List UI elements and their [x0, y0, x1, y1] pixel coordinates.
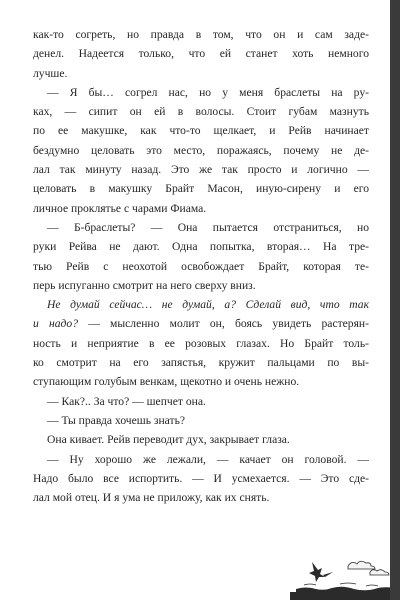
- text-line: личное проклятье с чарами Фиама.: [33, 201, 207, 215]
- text-line: — Ты правда хочешь знать?: [47, 413, 186, 427]
- text-line: — Б-браслеты? — Она пытается отстраниться, но: [47, 220, 369, 234]
- text-line: как-то согреть, но правда в том, что он и сам заде-: [33, 28, 369, 41]
- text-line: тью Рейв с неохотой освобождает Брайт, которая те-: [33, 259, 369, 273]
- text-line: лал мой отец. И я ума не приложу, как их снять.: [33, 491, 270, 505]
- italic-fragment: и надо?: [33, 317, 79, 331]
- text-line: Надо было все испортить. — И усмехается. — Это сде-: [33, 471, 369, 485]
- text-line: руки Рейва не дают. Одна попытка, вторая… На тре-: [33, 240, 369, 254]
- text-line: ность и неприятие в ее розовых глазах. Но Брайт толь-: [33, 336, 369, 350]
- text-line: лучше.: [33, 66, 68, 80]
- text-line: — Как?.. За что? — шепчет она.: [47, 394, 206, 408]
- text-line: целовать в макушку Брайт Масон, иную-сирену и его: [33, 182, 369, 196]
- text-line: перь испуганно смотрит на него сверху вниз.: [33, 278, 256, 292]
- text-line: денел. Надеется только, что ей станет хоть немного: [33, 47, 369, 61]
- text-fragment: — мысленно молит он, боясь увидеть растерян-: [78, 317, 370, 331]
- page-edge-shadow: [390, 0, 400, 600]
- text-line: — Я бы… согрел нас, но у меня браслеты на ру-: [47, 85, 369, 99]
- text-line: — Ну хорошо же лежали, — качает он головой. —: [47, 452, 369, 466]
- text-line: по ее макушке, как что-то щелкает, и Рейв начинает: [33, 124, 369, 138]
- text-line: лал так минуту назад. Это же так просто и логично —: [33, 163, 369, 177]
- text-line: Она кивает. Рейв переводит дух, закрывает глаза.: [47, 433, 290, 447]
- swallow-over-water-icon: [290, 548, 400, 600]
- text-line: ко смотрит на его запястья, кружит пальцами по вы-: [33, 356, 369, 370]
- text-line: [33, 314, 369, 333]
- text-line: ступающим голубым венкам, щекотно и очень нежно.: [33, 375, 300, 389]
- body-text: [33, 25, 369, 507]
- text-line: бездумно целовать это место, поражаясь, почему не де-: [33, 143, 369, 157]
- text-line: ках, — сипит он ей в волосы. Стоит губам мазнуть: [33, 105, 369, 119]
- text-line: Не думай сейчас… не думай, а? Сделай вид, что так: [47, 298, 369, 312]
